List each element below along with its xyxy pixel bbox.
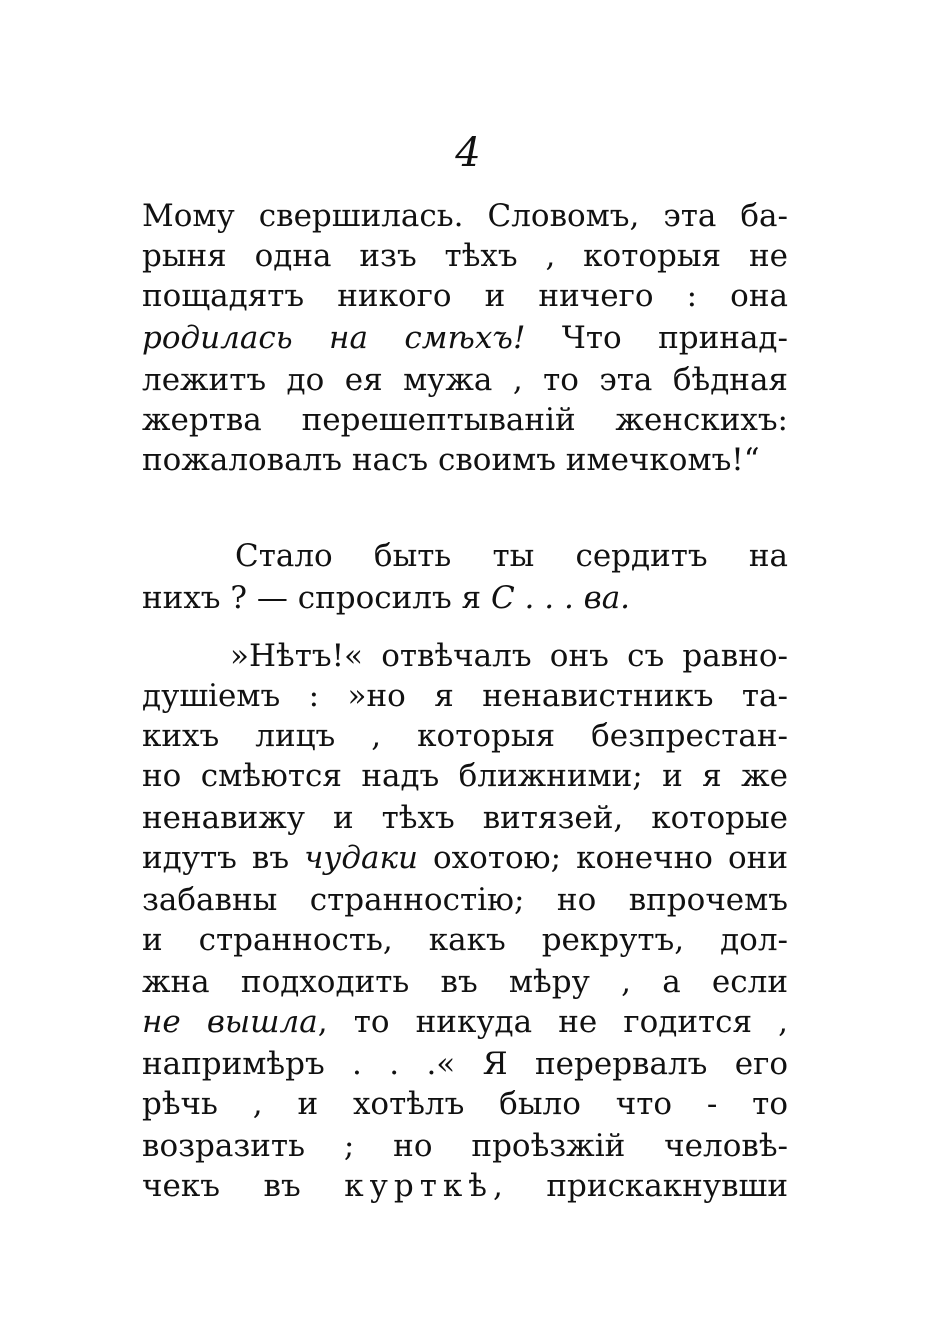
text-line: жна подходить въ мѣру , а если bbox=[142, 964, 788, 1000]
text-line: забавны странностію; но впрочемъ bbox=[142, 882, 788, 918]
italic-phrase: родилась на смѣхъ! bbox=[142, 320, 526, 356]
italic-phrase: чудаки bbox=[304, 840, 418, 876]
text-line: напримѣръ . . .« Я перервалъ его bbox=[142, 1046, 788, 1082]
text-line: рѣчь , и хотѣлъ было что - то bbox=[142, 1086, 788, 1122]
text-line: Мому свершилась. Словомъ, эта ба- bbox=[142, 198, 788, 234]
text-line: пощадятъ никого и ничего : она bbox=[142, 278, 788, 314]
text-run: нихъ ? — спросилъ я bbox=[142, 580, 491, 616]
text-line: душіемъ : »но я ненавистникъ та- bbox=[142, 678, 788, 714]
text-run: охотою; конечно они bbox=[417, 840, 788, 876]
text-run: чекъ въ bbox=[142, 1168, 345, 1204]
text-line: кихъ лицъ , которыя безпрестан- bbox=[142, 718, 788, 754]
text-line bbox=[142, 1166, 788, 1206]
text-line: возразить ; но проѣзжій человѣ- bbox=[142, 1128, 788, 1164]
text-run: , прискакнувши bbox=[492, 1168, 788, 1204]
text-run: , то никуда не годится , bbox=[317, 1004, 788, 1040]
text-run: Что принад- bbox=[525, 320, 788, 356]
spaced-word: курткѣ bbox=[344, 1168, 493, 1204]
text-line: ненавижу и тѣхъ витязей, которые bbox=[142, 800, 788, 836]
text-line bbox=[142, 838, 788, 878]
text-line bbox=[142, 578, 788, 618]
text-run: идутъ въ bbox=[142, 840, 305, 876]
text-line: пожаловалъ насъ своимъ имечкомъ!“ bbox=[142, 442, 760, 478]
text-line: Стало быть ты сердитъ на bbox=[235, 538, 788, 574]
text-line bbox=[142, 318, 788, 358]
text-line: рыня одна изъ тѣхъ , которыя не bbox=[142, 238, 788, 274]
italic-phrase: не вышла bbox=[142, 1004, 318, 1040]
text-line: и странность, какъ рекрутъ, дол- bbox=[142, 922, 788, 958]
text-line: лежитъ до ея мужа , то эта бѣдная bbox=[142, 362, 788, 398]
text-line: жертва перешептываній женскихъ: bbox=[142, 402, 788, 438]
page-number: 4 bbox=[455, 130, 481, 176]
italic-phrase: С . . . ва. bbox=[490, 580, 631, 616]
text-line: »Нѣтъ!« отвѣчалъ онъ съ равно- bbox=[230, 638, 788, 674]
text-line bbox=[142, 1002, 788, 1042]
text-line: но смѣются надъ ближними; и я же bbox=[142, 758, 788, 794]
